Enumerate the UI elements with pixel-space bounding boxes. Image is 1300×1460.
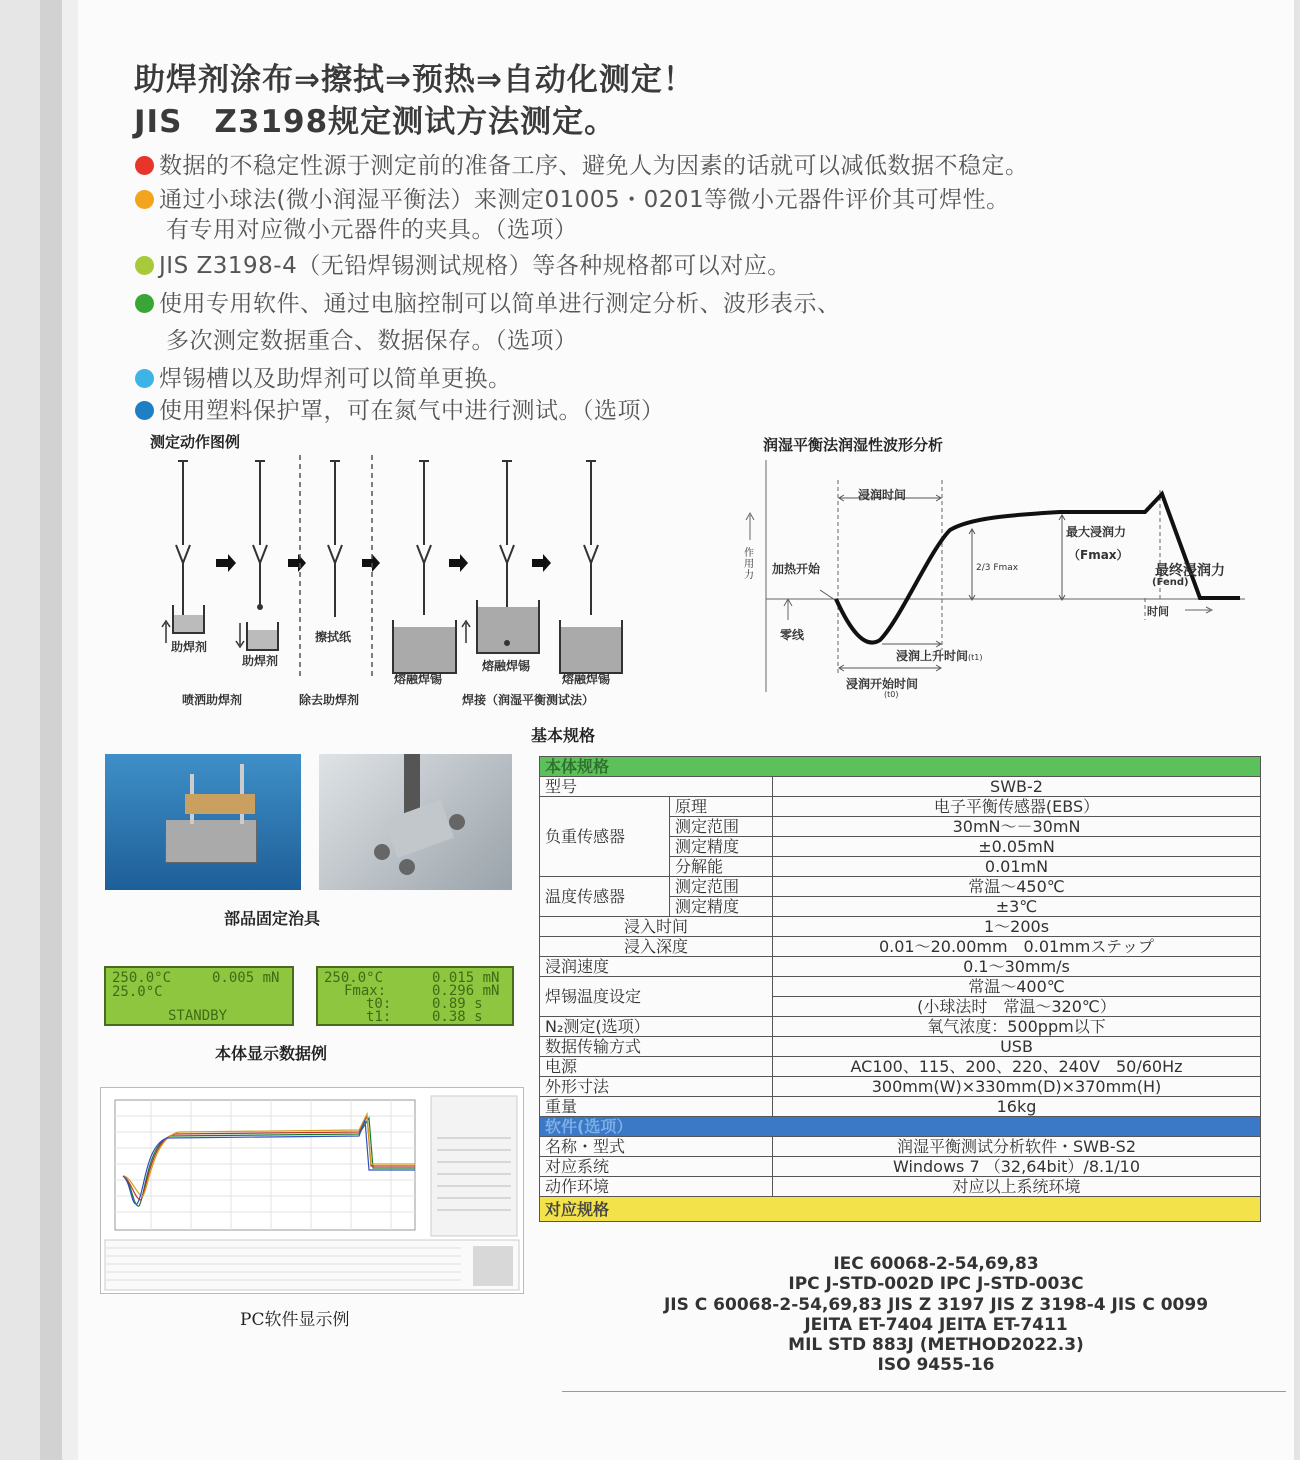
- table-row: 对应系统 Windows 7 （32,64bit）/8.1/10: [540, 1157, 1261, 1177]
- standard-item: IEC 60068-2-54,69,83: [833, 1254, 1039, 1274]
- solder-label: 熔融焊锡: [482, 659, 531, 673]
- step-label: 喷洒助焊剂: [182, 693, 243, 707]
- standard-item: MIL STD 883J (METHOD2022.3): [788, 1335, 1084, 1355]
- bullet-item: 使用塑料保护罩，可在氮气中进行测试。（选项）: [135, 392, 665, 425]
- spec-title: 基本规格: [531, 726, 596, 745]
- cyan-dot-icon: [135, 369, 154, 388]
- table-row: 焊锡温度设定 常温～400℃: [540, 977, 1261, 997]
- final-force-label: 最终浸润力: [1155, 563, 1225, 579]
- spec-section-body: 本体规格: [540, 757, 1261, 777]
- spec-table: [539, 756, 1261, 1222]
- max-force-label: 最大浸润力: [1066, 525, 1127, 539]
- bullet-item-continued: 有专用对应微小元器件的夹具。（选项）: [166, 217, 578, 243]
- table-row: 测定精度 ±3℃: [540, 897, 1261, 917]
- table-row: (小球法时 常温～320℃）: [540, 997, 1261, 1017]
- orange-dot-icon: [135, 190, 154, 209]
- table-row: 温度传感器 测定范围 常温～450℃: [540, 877, 1261, 897]
- table-row: 数据传输方式 USB: [540, 1037, 1261, 1057]
- probe-3: [328, 461, 342, 617]
- zero-line-label: 零线: [780, 628, 805, 642]
- bullet-item: JIS Z3198-4（无铅焊锡测试规格）等各种规格都可以对应。: [135, 247, 791, 280]
- table-row: 重量 16kg: [540, 1097, 1261, 1117]
- fmax-label: （Fmax）: [1068, 548, 1129, 562]
- fend-label: (Fend): [1152, 577, 1189, 588]
- table-row: 分解能 0.01mN: [540, 857, 1261, 877]
- wipe-paper-label: 擦拭纸: [315, 630, 352, 644]
- headline-line-1: 助焊剂涂布⇒擦拭⇒预热⇒自动化测定！: [134, 62, 695, 98]
- bullet-item: 通过小球法(微小润湿平衡法）来测定01005・0201等微小元器件评价其可焊性。: [135, 181, 1010, 214]
- lcd-caption: 本体显示数据例: [215, 1044, 328, 1063]
- start-time-sub: (t0): [884, 690, 899, 699]
- lcd-panel-standby: 250.0°C 25.0°C 0.005 mN STANDBY: [104, 966, 294, 1026]
- step-label: 除去助焊剂: [299, 693, 360, 707]
- rise-time-label: 浸润上升时间(t1): [896, 649, 983, 663]
- force-axis-label: 作用力: [744, 548, 754, 581]
- time-axis-label: 时间: [1147, 605, 1169, 618]
- lcd-panel-result: 250.0°C Fmax: t0: t1: 0.015 mN 0.296 mN 0.89 s 0.38 s: [316, 966, 514, 1026]
- blue-dot-icon: [135, 401, 154, 420]
- start-time-label: 浸润开始时间: [846, 677, 919, 691]
- table-row: 浸入深度 0.01～20.00mm 0.01mmステップ: [540, 937, 1261, 957]
- waveform-title: 润湿平衡法润湿性波形分析: [763, 436, 944, 454]
- green-dot-icon: [135, 294, 154, 313]
- table-row: 浸入时间 1～200s: [540, 917, 1261, 937]
- flux-label: 助焊剂: [171, 640, 208, 654]
- spec-section-standards: 对应规格: [540, 1197, 1261, 1222]
- headline-line-2: JIS Z3198规定测试方法测定。: [134, 104, 617, 140]
- heat-start-label: 加热开始: [772, 562, 821, 576]
- fixture-photo-1: [105, 754, 301, 890]
- table-row: N₂测定(选项） 氧气浓度：500ppm以下: [540, 1017, 1261, 1037]
- pc-caption: PC软件显示例: [240, 1310, 350, 1330]
- standard-item: JIS C 60068-2-54,69,83 JIS Z 3197 JIS Z 3198-4 JIS C 0099: [663, 1295, 1209, 1315]
- standard-item: JEITA ET-7404 JEITA ET-7411: [804, 1315, 1068, 1335]
- solder-label: 熔融焊锡: [562, 672, 611, 686]
- wetting-time-label: 浸润时间: [858, 488, 907, 502]
- footer-divider: [562, 1391, 1286, 1392]
- table-row: 名称・型式 润湿平衡测试分析软件・SWB-S2: [540, 1137, 1261, 1157]
- page-margin-band: [0, 0, 78, 1460]
- table-row: 浸润速度 0.1～30mm/s: [540, 957, 1261, 977]
- operation-diagram-title: 测定动作图例: [150, 433, 241, 451]
- table-row: 动作环境 对应以上系统环境: [540, 1177, 1261, 1197]
- table-row: 型号 SWB-2: [540, 777, 1261, 797]
- probe-1: [176, 461, 190, 615]
- bullet-item: 使用专用软件、通过电脑控制可以简单进行测定分析、波形表示、: [135, 285, 841, 318]
- probe-4: [417, 461, 431, 615]
- probe-2: [253, 461, 267, 605]
- bullet-item: 焊锡槽以及助焊剂可以简单更换。: [135, 360, 512, 393]
- table-row: 测定精度 ±0.05mN: [540, 837, 1261, 857]
- table-row: 电源 AC100、115、200、220、240V 50/60Hz: [540, 1057, 1261, 1077]
- solder-label: 熔融焊锡: [394, 672, 443, 686]
- fixture-photo-2: [319, 754, 512, 890]
- bullet-item: 数据的不稳定性源于测定前的准备工序、避免人为因素的话就可以减低数据不稳定。: [135, 147, 1029, 180]
- bullet-item-continued: 多次测定数据重合、数据保存。（选项）: [166, 328, 578, 354]
- red-dot-icon: [135, 156, 154, 175]
- pc-software-screenshot: [100, 1087, 524, 1294]
- table-row: 测定范围 30mN～－30mN: [540, 817, 1261, 837]
- flux-label: 助焊剂: [242, 654, 279, 668]
- fixture-caption: 部品固定治具: [224, 909, 321, 928]
- two-thirds-fmax-label: 2/3 Fmax: [976, 563, 1019, 573]
- lime-dot-icon: [135, 256, 154, 275]
- table-row: 外形寸法 300mm(W)×330mm(D)×370mm(H): [540, 1077, 1261, 1097]
- standard-item: IPC J-STD-002D IPC J-STD-003C: [788, 1274, 1084, 1294]
- step-label: 焊接（润湿平衡测试法）: [462, 693, 595, 707]
- spec-section-software: 软件(选项）: [540, 1117, 1261, 1137]
- page-right-edge: [1294, 0, 1300, 1460]
- probe-6: [584, 461, 598, 615]
- table-row: 负重传感器 原理 电子平衡传感器(EBS）: [540, 797, 1261, 817]
- standard-item: ISO 9455-16: [877, 1355, 995, 1375]
